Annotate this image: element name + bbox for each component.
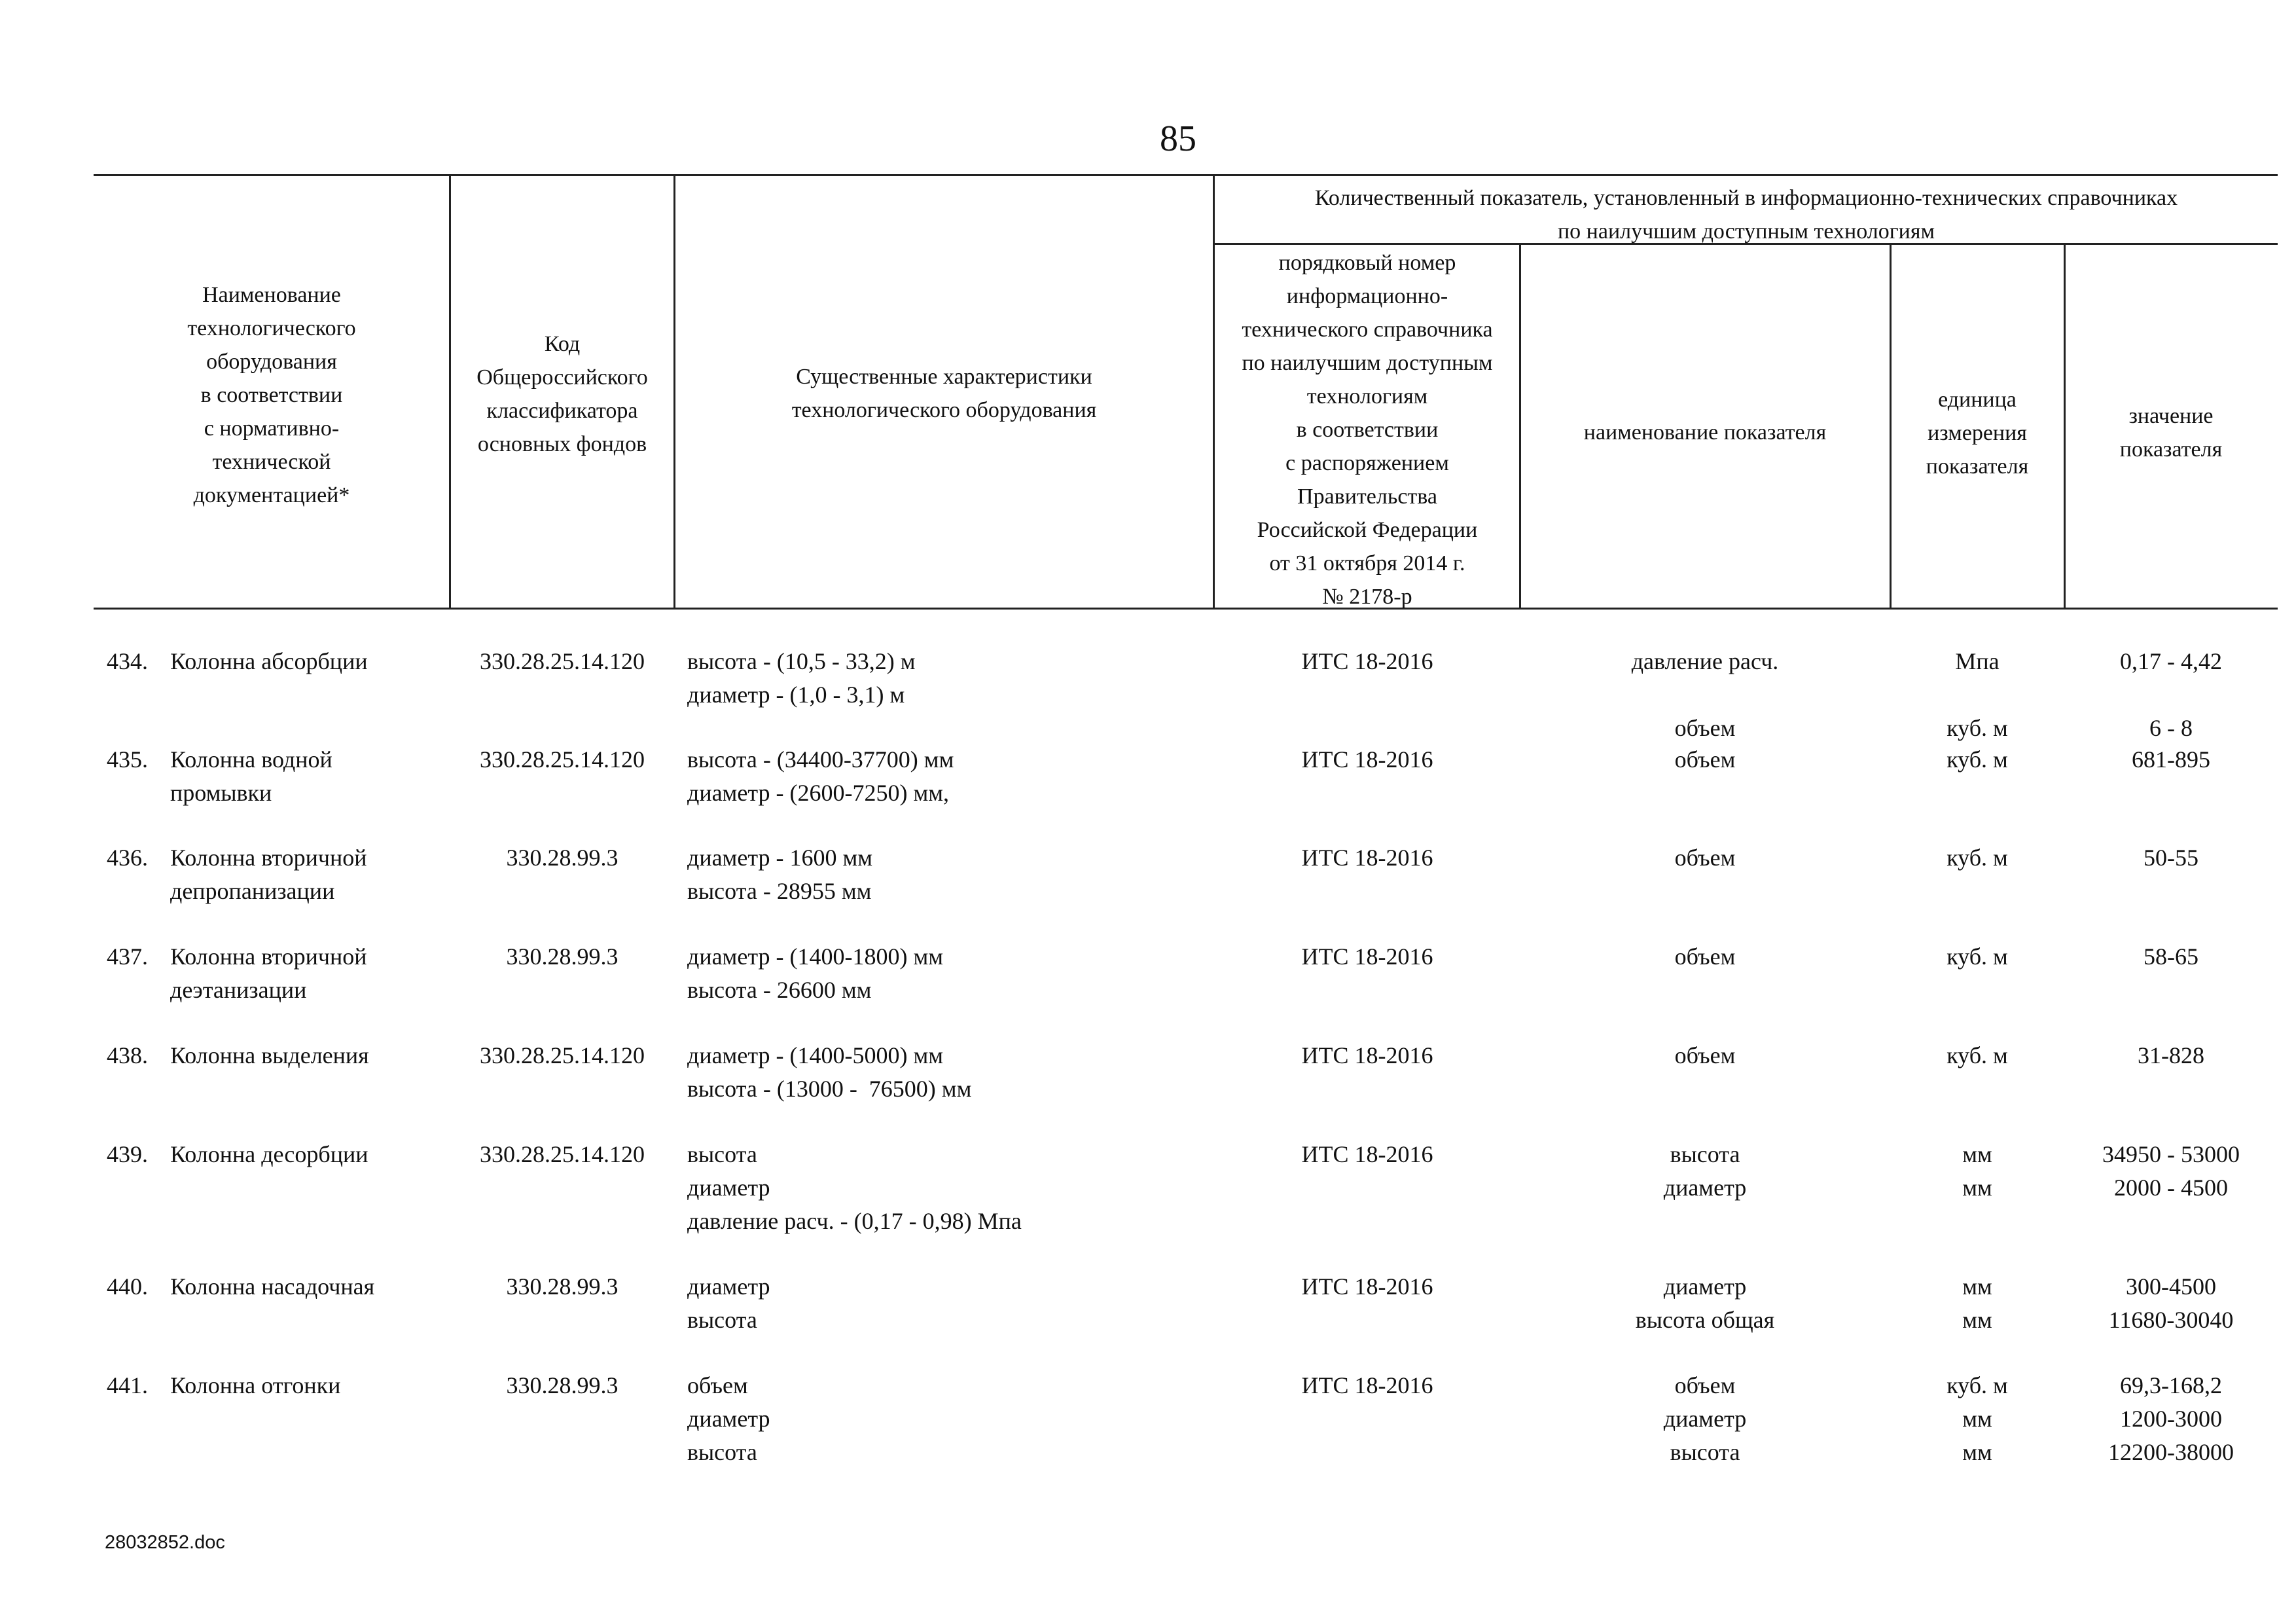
characteristics: высота - (10,5 - 33,2) м диаметр - (1,0 - 3,1) м <box>687 648 916 708</box>
characteristics: диаметр высота <box>687 1273 770 1333</box>
row-number: 434. <box>107 648 148 674</box>
equipment-name: Колонна отгонки <box>170 1372 341 1398</box>
equipment-name: Колонна выделения <box>170 1042 369 1068</box>
header-equipment-name: Наименование технологического оборудования в соответствии с нормативно- технической документацией* <box>187 283 356 507</box>
indicator-name: объем диаметр высота <box>1663 1372 1747 1465</box>
equipment-name: Колонна водной промывки <box>170 746 332 806</box>
unit: мм мм <box>1962 1273 1992 1333</box>
value: 31-828 <box>2138 1042 2204 1068</box>
indicator-name: высота диаметр <box>1663 1141 1747 1201</box>
its-number: ИТС 18-2016 <box>1301 1372 1433 1398</box>
equipment-name: Колонна абсорбции <box>170 648 368 674</box>
unit: куб. м мм мм <box>1946 1372 2008 1465</box>
header-unit: единица измерения показателя <box>1926 388 2029 479</box>
value: 50-55 <box>2144 845 2198 871</box>
row-number: 441. <box>107 1372 148 1398</box>
characteristics: диаметр - (1400-5000) мм высота - (13000 - 76500) мм <box>687 1042 972 1102</box>
unit: куб. м <box>1946 943 2008 970</box>
row-number: 440. <box>107 1273 148 1300</box>
its-number: ИТС 18-2016 <box>1301 943 1433 970</box>
its-number: ИТС 18-2016 <box>1301 1042 1433 1068</box>
indicator-name: диаметр высота общая <box>1635 1273 1775 1333</box>
indicator-name: объем <box>1674 845 1736 871</box>
equipment-name: Колонна десорбции <box>170 1141 368 1167</box>
header-bottom-rule <box>94 608 2278 610</box>
unit: куб. м <box>1946 1042 2008 1068</box>
value: 300-4500 11680-30040 <box>2108 1273 2234 1333</box>
header-characteristics: Существенные характеристики технологического оборудования <box>791 365 1097 422</box>
characteristics: высота диаметр давление расч. - (0,17 - 0,98) Мпа <box>687 1141 1022 1234</box>
header-value: значение показателя <box>2119 404 2223 462</box>
equipment-name: Колонна вторичной депропанизации <box>170 845 367 904</box>
its-number: ИТС 18-2016 <box>1301 1141 1433 1167</box>
header-indicator-name: наименование показателя <box>1583 420 1827 445</box>
footer-filename: 28032852.doc <box>105 1532 225 1553</box>
value: 0,17 - 4,42 6 - 8 <box>2120 648 2222 741</box>
indicator-name: объем <box>1674 1042 1736 1068</box>
row-number: 435. <box>107 746 148 773</box>
indicator-name: объем <box>1674 943 1736 970</box>
okof-code: 330.28.99.3 <box>506 1372 619 1398</box>
equipment-name: Колонна насадочная <box>170 1273 375 1300</box>
column-divider <box>449 174 451 609</box>
row-number: 438. <box>107 1042 148 1068</box>
page-number: 85 <box>1160 119 1196 159</box>
unit: мм мм <box>1962 1141 1992 1201</box>
column-divider <box>1213 174 1215 609</box>
header-okof-code: Код Общероссийского классификатора основных фондов <box>476 332 648 456</box>
okof-code: 330.28.25.14.120 <box>480 746 645 773</box>
value: 58-65 <box>2144 943 2198 970</box>
unit: куб. м <box>1946 845 2008 871</box>
okof-code: 330.28.25.14.120 <box>480 648 645 674</box>
header-quantitative-group: Количественный показатель, установленный в информационно-технических справочниках по наилучшим доступным технологиям <box>1314 186 2178 244</box>
column-divider <box>1890 243 1892 609</box>
unit: Мпа куб. м <box>1946 648 2008 741</box>
row-number: 436. <box>107 845 148 871</box>
column-divider <box>1519 243 1521 609</box>
characteristics: диаметр - (1400-1800) мм высота - 26600 мм <box>687 943 944 1003</box>
table-top-rule <box>94 174 2278 176</box>
characteristics: высота - (34400-37700) мм диаметр - (2600-7250) мм, <box>687 746 954 806</box>
characteristics: диаметр - 1600 мм высота - 28955 мм <box>687 845 873 904</box>
indicator-name: объем <box>1674 746 1736 773</box>
value: 34950 - 53000 2000 - 4500 <box>2102 1141 2240 1201</box>
its-number: ИТС 18-2016 <box>1301 1273 1433 1300</box>
header-its-number: порядковый номер информационно- технического справочника по наилучшим доступным технологиям в соответствии с распоряжением Правительства Российской Федерации от 31 октября 2014 г. № 2178-р <box>1242 251 1493 609</box>
okof-code: 330.28.99.3 <box>506 1273 619 1300</box>
unit: куб. м <box>1946 746 2008 773</box>
row-number: 439. <box>107 1141 148 1167</box>
okof-code: 330.28.25.14.120 <box>480 1141 645 1167</box>
indicator-name: давление расч. объем <box>1631 648 1779 741</box>
okof-code: 330.28.99.3 <box>506 845 619 871</box>
column-divider <box>2064 243 2066 609</box>
okof-code: 330.28.99.3 <box>506 943 619 970</box>
its-number: ИТС 18-2016 <box>1301 648 1433 674</box>
okof-code: 330.28.25.14.120 <box>480 1042 645 1068</box>
row-number: 437. <box>107 943 148 970</box>
its-number: ИТС 18-2016 <box>1301 746 1433 773</box>
value: 681-895 <box>2132 746 2210 773</box>
column-divider <box>673 174 675 609</box>
characteristics: объем диаметр высота <box>687 1372 770 1465</box>
value: 69,3-168,2 1200-3000 12200-38000 <box>2108 1372 2234 1465</box>
its-number: ИТС 18-2016 <box>1301 845 1433 871</box>
equipment-name: Колонна вторичной деэтанизации <box>170 943 367 1003</box>
